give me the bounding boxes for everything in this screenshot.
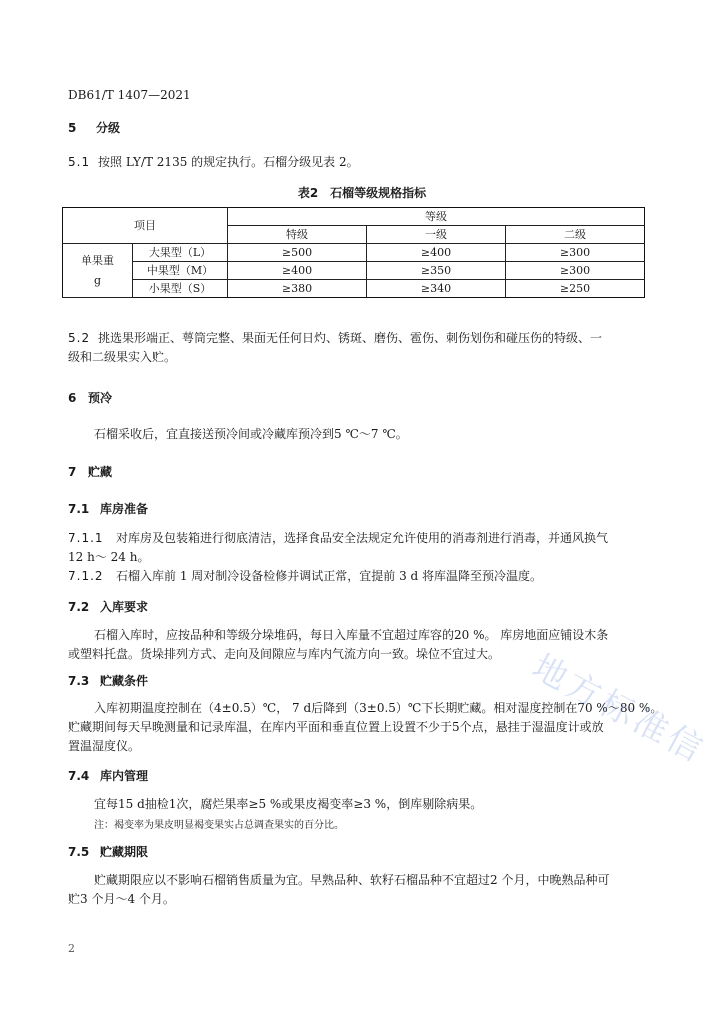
section-title: 贮藏期限 (100, 845, 149, 859)
section-title: 库房准备 (100, 502, 149, 516)
section-number: 7.4 (68, 769, 90, 783)
clause-5-2 (68, 329, 602, 367)
paragraph-line: 入库初期温度控制在（4±0.5）℃， 7 d后降到（3±0.5）℃下长期贮藏。相对湿度控制在70 %～80 %。 (94, 701, 663, 715)
section-7-3-heading (68, 672, 148, 689)
clause-line: 级和二级果实入贮。 (68, 350, 177, 364)
table-cell: ≥400 (367, 244, 506, 262)
clause-5-1 (68, 153, 359, 172)
section-number: 7.2 (68, 600, 90, 614)
clause-number: 7.1.1 (68, 531, 104, 545)
table-cell: ≥350 (367, 262, 506, 280)
table-row (63, 280, 645, 298)
grade-first: 一级 (367, 226, 506, 244)
section-title: 库内管理 (100, 769, 149, 783)
fruit-type: 中果型（M） (133, 262, 228, 280)
grade-special: 特级 (228, 226, 367, 244)
row-label-unit: g (93, 273, 102, 287)
clause-number: 5.2 (68, 331, 91, 345)
section-7-4-text: 宜每15 d抽检1次，腐烂果率≥5 %或果皮褐变率≥3 %，倒库剔除病果。 (94, 797, 483, 811)
section-title: 贮藏条件 (100, 674, 149, 688)
section-7-4-note: 注：褐变率为果皮明显褐变果实占总调查果实的百分比。 (94, 820, 344, 831)
clause-7-1-2 (68, 567, 542, 586)
paragraph-line: 置温湿度仪。 (68, 739, 141, 753)
table-cell: ≥400 (228, 262, 367, 280)
section-7-5-heading (68, 843, 148, 860)
clause-text: 石榴入库前 1 周对制冷设备检修并调试正常，宜提前 3 d 将库温降至预冷温度。 (116, 569, 543, 583)
section-7-4-heading (68, 767, 148, 784)
clause-text: 挑选果形端正、萼筒完整、果面无任何日灼、锈斑、磨伤、雹伤、刺伤划伤和碰压伤的特级、一 (98, 331, 603, 345)
table-row (63, 244, 645, 262)
document-id: DB61/T 1407—2021 (68, 88, 191, 102)
section-7-heading (68, 463, 112, 480)
clause-7-1-1 (68, 529, 608, 567)
section-7-5-text (68, 871, 609, 909)
header-item: 项目 (63, 208, 228, 244)
section-5-heading (68, 119, 120, 136)
section-number: 7.5 (68, 845, 90, 859)
section-number: 6 (68, 391, 77, 405)
section-number: 7.3 (68, 674, 90, 688)
section-title: 分级 (96, 121, 121, 135)
table-cell: ≥300 (506, 262, 645, 280)
paragraph-line: 或塑料托盘。货垛排列方式、走向及间隙应与库内气流方向一致。垛位不宜过大。 (68, 647, 501, 661)
clause-text: 按照 LY/T 2135 的规定执行。石榴分级见表 2。 (98, 155, 359, 169)
table-header-row (63, 208, 645, 226)
grade-second: 二级 (506, 226, 645, 244)
clause-number: 7.1.2 (68, 569, 104, 583)
header-grade: 等级 (228, 208, 645, 226)
section-6-heading (68, 389, 112, 406)
table-row (63, 262, 645, 280)
table-title: 表2 石榴等级规格指标 (297, 186, 427, 200)
grade-table (62, 207, 645, 298)
paragraph-line: 贮藏期限应以不影响石榴销售质量为宜。早熟品种、软籽石榴品种不宜超过2 个月，中晚熟品种可 (94, 873, 610, 887)
clause-number: 5.1 (68, 155, 91, 169)
table-cell: ≥500 (228, 244, 367, 262)
watermark: 地方标准信 (525, 647, 713, 772)
clause-line: 12 h～ 24 h。 (68, 550, 150, 564)
section-number: 5 (68, 121, 77, 135)
clause-line (68, 529, 608, 548)
section-title: 入库要求 (100, 600, 149, 614)
table-cell: ≥380 (228, 280, 367, 298)
section-7-2-text (68, 626, 608, 664)
row-label (63, 244, 133, 298)
paragraph-line: 石榴入库时，应按品种和等级分垛堆码，每日入库量不宜超过库容的20 %。 库房地面应铺设木条 (94, 628, 609, 642)
clause-text: 对库房及包装箱进行彻底清洁，选择食品安全法规定允许使用的消毒剂进行消毒，并通风换气 (116, 531, 609, 545)
paragraph-line: 贮藏期间每天早晚测量和记录库温，在库内平面和垂直位置上设置不少于5个点，悬挂于湿温度计或放 (68, 720, 604, 734)
section-6-text: 石榴采收后，宜直接送预冷间或冷藏库预冷到5 ℃～7 ℃。 (94, 427, 408, 441)
table-cell: ≥250 (506, 280, 645, 298)
row-label-name: 单果重 (81, 253, 114, 267)
section-7-2-heading (68, 598, 148, 615)
section-7-1-heading (68, 500, 148, 517)
clause-line (68, 329, 602, 348)
section-title: 贮藏 (88, 465, 113, 479)
fruit-type: 大果型（L） (133, 244, 228, 262)
table-cell: ≥340 (367, 280, 506, 298)
paragraph-line: 贮3 个月～4 个月。 (68, 892, 175, 906)
page-number: 2 (68, 942, 75, 955)
table-cell: ≥300 (506, 244, 645, 262)
section-title: 预冷 (88, 391, 113, 405)
section-number: 7.1 (68, 502, 90, 516)
section-number: 7 (68, 465, 77, 479)
fruit-type: 小果型（S） (133, 280, 228, 298)
